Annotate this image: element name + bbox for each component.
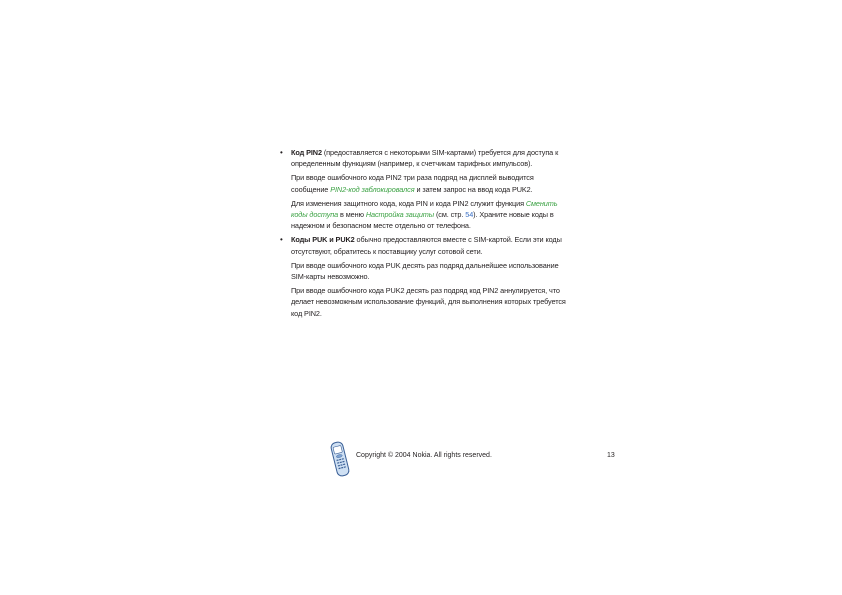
bullet-item-pin2 (280, 147, 570, 231)
security-settings-link[interactable]: Настройка защиты (365, 210, 435, 220)
change-codes-text-d: ). Храните новые коды в надежном и безопасном месте отдельно от телефона. (291, 210, 554, 231)
puk-blocked-paragraph: При вводе ошибочного кода PUK десять раз подряд дальнейшее использование SIM-карты невозможно. (291, 260, 559, 282)
change-codes-paragraph (291, 198, 570, 232)
change-codes-text-a: Для изменения защитного кода, кода PIN и кода PIN2 служит функция (291, 198, 526, 208)
pin2-intro-text: (предоставляется с некоторыми SIM-картами) требуется для доступа к определенным функциям (например, к счетчикам тарифных импульсов). (291, 148, 559, 169)
pin2-blocked-paragraph (291, 172, 570, 194)
phone-icon (328, 440, 352, 478)
bullet-marker: • (280, 148, 283, 157)
change-codes-link[interactable]: Сменить коды доступа (291, 198, 558, 220)
pin2-term: Код PIN2 (291, 148, 322, 157)
copyright-notice: Copyright © 2004 Nokia. All rights reserved. (356, 452, 492, 459)
page-number: 13 (607, 452, 615, 459)
document-body (280, 147, 570, 319)
pin2-blocked-message: PIN2-код заблокировался (330, 184, 415, 194)
puk-term: Коды PUK и PUK2 (291, 235, 355, 245)
puk-intro-paragraph (291, 234, 570, 256)
page-reference-link[interactable]: 54 (465, 210, 474, 220)
puk2-blocked-paragraph: При вводе ошибочного кода PUK2 десять раз подряд код PIN2 аннулируется, что делает невозможным использование функций, для выполнения которых требуется код PIN2. (291, 286, 566, 318)
change-codes-text-c: (см. стр. (434, 210, 466, 220)
bullet-item-puk (280, 234, 570, 318)
pin2-intro-paragraph (291, 147, 570, 169)
change-codes-text-b: в меню (338, 210, 366, 220)
pin2-blocked-text-a: При вводе ошибочного кода PIN2 три раза подряд на дисплей выводится сообщение (291, 173, 534, 194)
puk-intro-text: обычно предоставляются вместе с SIM-картой. Если эти коды отсутствуют, обратитесь к поставщику услуг сотовой сети. (291, 235, 562, 256)
bullet-marker: • (280, 235, 283, 245)
pin2-blocked-text-b: и затем запрос на ввод кода PUK2. (414, 184, 533, 194)
